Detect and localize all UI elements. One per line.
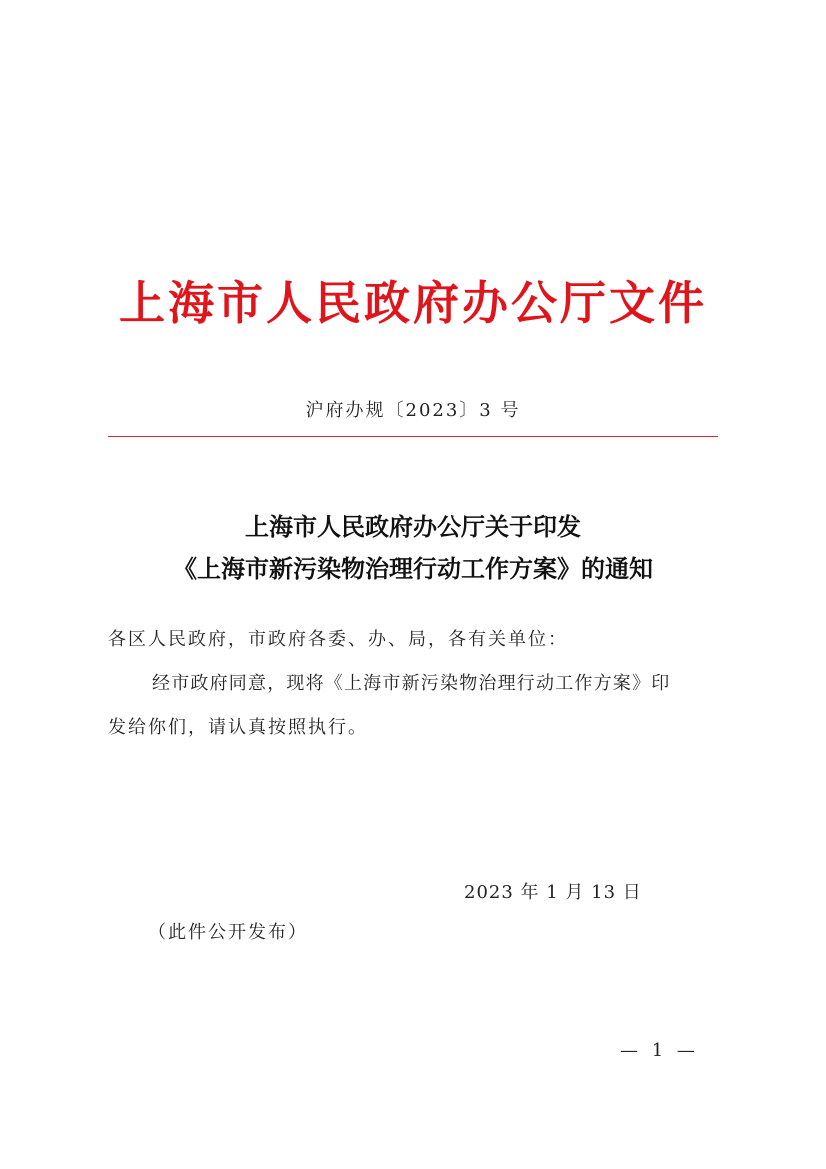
document-number: 沪府办规〔2023〕3 号: [305, 400, 521, 421]
body-paragraph-line-1: 经市政府同意，现将《上海市新污染物治理行动工作方案》印: [152, 673, 671, 694]
document-title: [0, 506, 826, 590]
body-paragraph: [108, 662, 720, 750]
publication-note: （此件公开发布）: [148, 922, 308, 943]
document-title-line-1: 上海市人民政府办公厅关于印发: [245, 512, 581, 541]
red-divider-line: [108, 436, 718, 437]
issue-date: 2023 年 1 月 13 日: [464, 882, 642, 903]
body-paragraph-line-2: 发给你们，请认真按照执行。: [108, 717, 368, 738]
document-title-line-2: 《上海市新污染物治理行动工作方案》的通知: [173, 554, 653, 583]
page-number: — 1 —: [620, 1040, 699, 1061]
issuer-header-title: 上海市人民政府办公厅文件: [119, 276, 707, 330]
salutation: 各区人民政府，市政府各委、办、局，各有关单位：: [108, 629, 568, 650]
